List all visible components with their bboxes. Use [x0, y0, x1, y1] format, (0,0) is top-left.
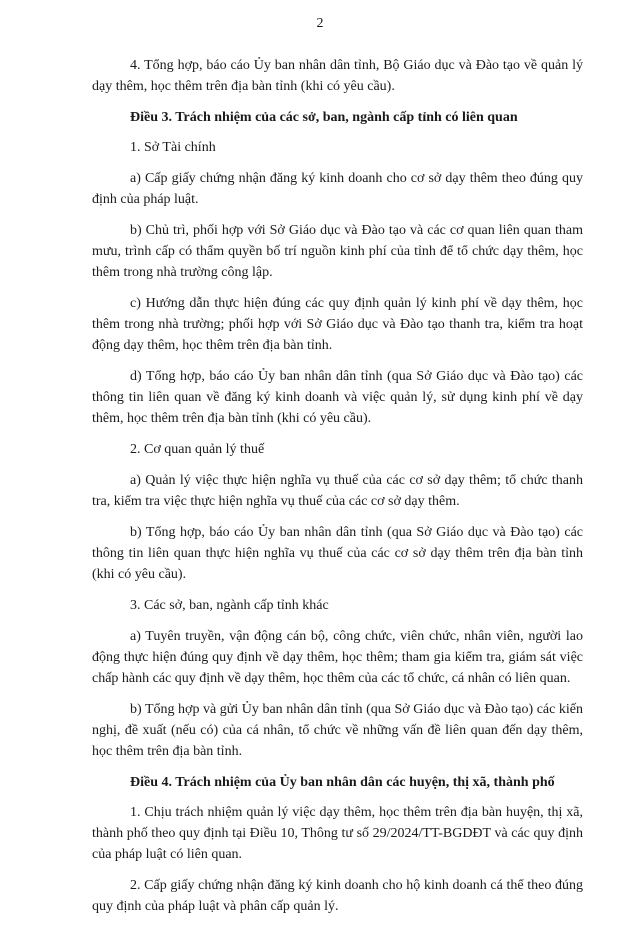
paragraph: b) Tổng hợp, báo cáo Ủy ban nhân dân tỉnh (qua Sở Giáo dục và Đào tạo) các thông tin liên quan thực hiện nghĩa vụ thuế của các cơ sở dạy thêm trên địa bàn tỉnh (khi có yêu cầu).: [92, 525, 583, 582]
document-body: [92, 55, 583, 927]
page-number: 2: [316, 16, 324, 31]
section-heading: 3. Các sở, ban, ngành cấp tỉnh khác: [130, 598, 329, 613]
paragraph: a) Quản lý việc thực hiện nghĩa vụ thuế của các cơ sở dạy thêm; tổ chức thanh tra, kiểm tra việc thực hiện nghĩa vụ thuế của các cơ sở dạy thêm.: [92, 473, 583, 509]
section-heading: 1. Sở Tài chính: [130, 140, 216, 155]
paragraph: a) Cấp giấy chứng nhận đăng ký kinh doanh cho cơ sở dạy thêm theo đúng quy định của pháp luật.: [92, 171, 583, 207]
paragraph: c) Hướng dẫn thực hiện đúng các quy định quản lý kinh phí về dạy thêm, học thêm trong nhà trường; phối hợp với Sở Giáo dục và Đào tạo thanh tra, kiểm tra hoạt động dạy thêm, học thêm trên địa bàn tỉnh.: [92, 296, 583, 353]
paragraph: 2. Cấp giấy chứng nhận đăng ký kinh doanh cho hộ kinh doanh cá thể theo đúng quy định của pháp luật và phân cấp quản lý.: [92, 878, 583, 914]
paragraph: a) Tuyên truyền, vận động cán bộ, công chức, viên chức, nhân viên, người lao động thực hiện đúng quy định về dạy thêm, học thêm; tham gia kiểm tra, giám sát việc chấp hành các quy định về dạy thêm, học thêm của các tổ chức, cá nhân có liên quan.: [92, 629, 583, 686]
paragraph: d) Tổng hợp, báo cáo Ủy ban nhân dân tỉnh (qua Sở Giáo dục và Đào tạo) các thông tin liên quan về đăng ký kinh doanh và việc quản lý, sử dụng kinh phí về dạy thêm, học thêm trên địa bàn tỉnh (khi có yêu cầu).: [92, 369, 583, 426]
article-3-heading: Điều 3. Trách nhiệm của các sở, ban, ngành cấp tỉnh có liên quan: [130, 110, 518, 125]
section-heading: 2. Cơ quan quản lý thuế: [130, 442, 265, 457]
article-4-heading: Điều 4. Trách nhiệm của Ủy ban nhân dân các huyện, thị xã, thành phố: [130, 775, 555, 790]
paragraph: b) Chủ trì, phối hợp với Sở Giáo dục và Đào tạo và các cơ quan liên quan tham mưu, trình cấp có thẩm quyền bố trí nguồn kinh phí của tỉnh để tổ chức dạy thêm, học thêm trong nhà trường công lập.: [92, 223, 583, 280]
paragraph: b) Tổng hợp và gửi Ủy ban nhân dân tỉnh (qua Sở Giáo dục và Đào tạo) các kiến nghị, đề xuất (nếu có) của cá nhân, tổ chức về những vấn đề liên quan đến dạy thêm, học thêm trên địa bàn tỉnh.: [92, 702, 583, 759]
paragraph: 1. Chịu trách nhiệm quản lý việc dạy thêm, học thêm trên địa bàn huyện, thị xã, thành phố theo quy định tại Điều 10, Thông tư số 29/2024/TT-BGDĐT và các quy định của pháp luật có liên quan.: [92, 805, 583, 862]
paragraph: 4. Tổng hợp, báo cáo Ủy ban nhân dân tỉnh, Bộ Giáo dục và Đào tạo về quản lý dạy thêm, học thêm trên địa bàn tỉnh (khi có yêu cầu).: [92, 58, 583, 94]
